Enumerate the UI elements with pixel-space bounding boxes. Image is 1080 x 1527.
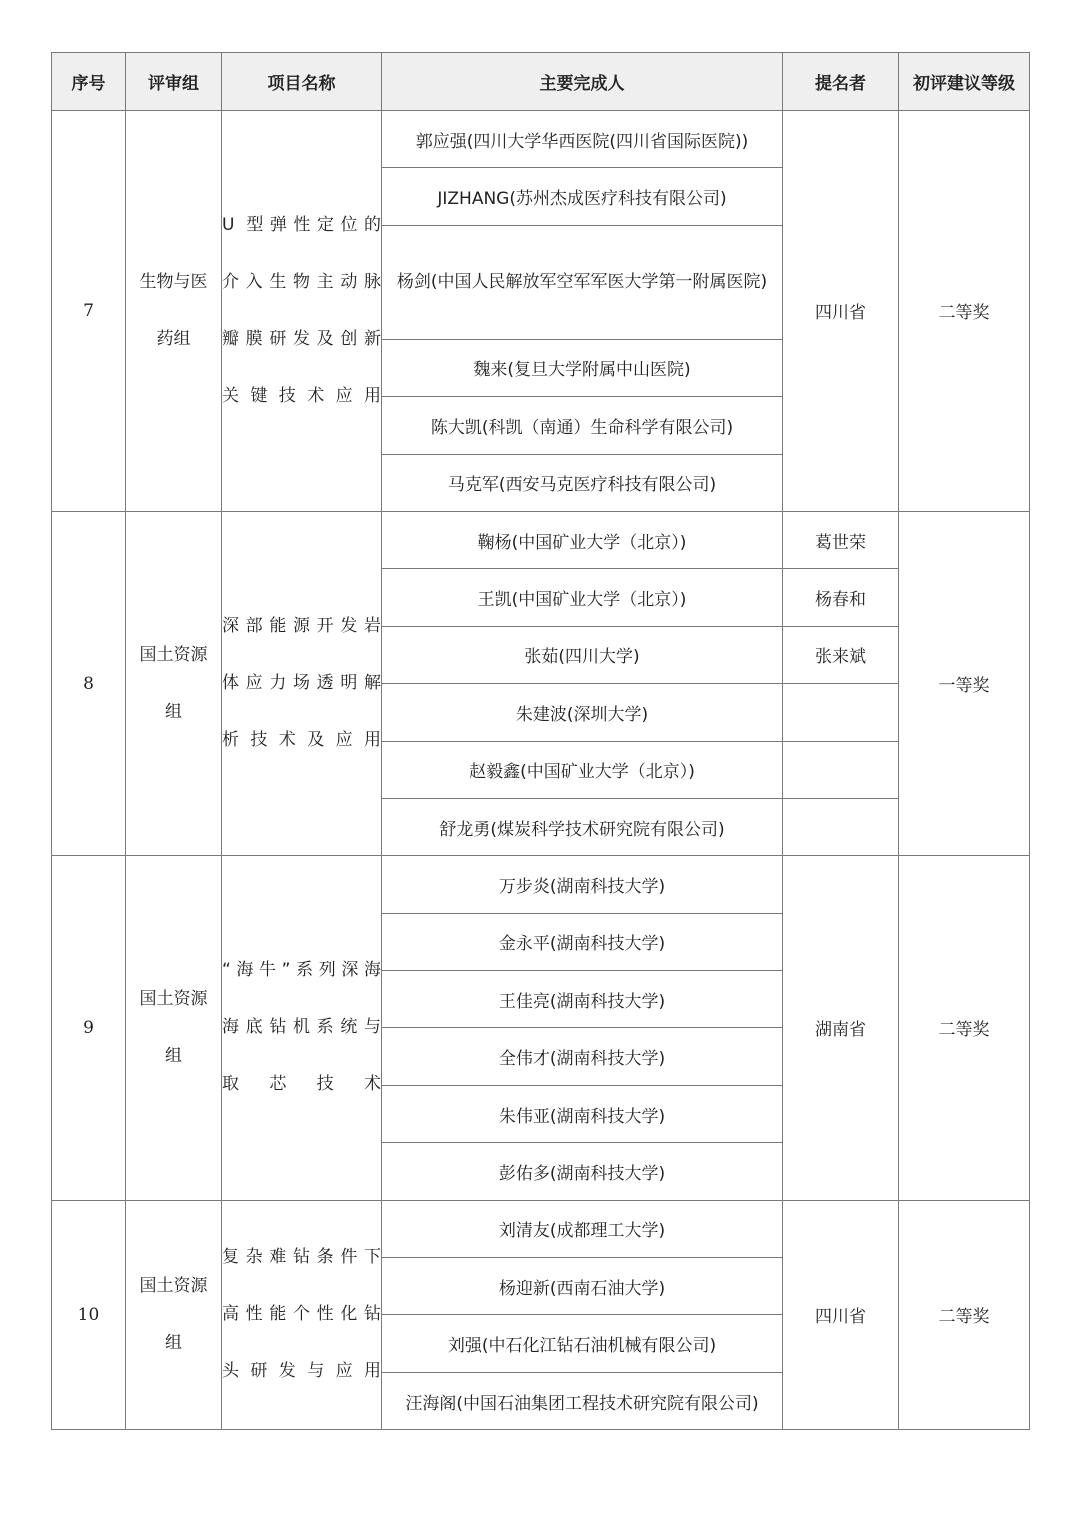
nominee-cell-empty bbox=[783, 741, 899, 798]
person-cell: 万步炎(湖南科技大学) bbox=[382, 856, 783, 913]
project-line: “海牛”系列深海 bbox=[222, 960, 381, 981]
seq-cell: 7 bbox=[52, 111, 126, 512]
person-cell: 张茹(四川大学) bbox=[382, 626, 783, 683]
project-line: 高性能个性化钻 bbox=[222, 1304, 381, 1325]
group-line: 组 bbox=[165, 1045, 182, 1066]
project-line: 介入生物主动脉 bbox=[222, 271, 381, 292]
level-cell: 二等奖 bbox=[899, 1200, 1030, 1430]
person-cell: 郭应强(四川大学华西医院(四川省国际医院)) bbox=[382, 111, 783, 168]
group-cell bbox=[126, 511, 222, 855]
project-cell bbox=[222, 111, 382, 512]
person-cell: 鞠杨(中国矿业大学（北京）) bbox=[382, 511, 783, 568]
project-line: 瓣膜研发及创新 bbox=[222, 328, 381, 349]
person-cell: JIZHANG(苏州杰成医疗科技有限公司) bbox=[382, 168, 783, 225]
header-group: 评审组 bbox=[126, 53, 222, 111]
person-cell: 赵毅鑫(中国矿业大学（北京）) bbox=[382, 741, 783, 798]
header-nominee: 提名者 bbox=[783, 53, 899, 111]
awards-table bbox=[51, 52, 1030, 1430]
nominee-cell-empty bbox=[783, 798, 899, 855]
level-cell: 二等奖 bbox=[899, 856, 1030, 1200]
person-cell: 刘清友(成都理工大学) bbox=[382, 1200, 783, 1257]
header-level: 初评建议等级 bbox=[899, 53, 1030, 111]
nominee-cell: 杨春和 bbox=[783, 569, 899, 626]
nominee-cell: 四川省 bbox=[783, 111, 899, 512]
table-row bbox=[52, 856, 1030, 913]
person-cell: 汪海阁(中国石油集团工程技术研究院有限公司) bbox=[382, 1372, 783, 1429]
project-line: 体应力场透明解 bbox=[222, 673, 381, 694]
group-line: 国土资源 bbox=[139, 988, 208, 1009]
person-cell: 全伟才(湖南科技大学) bbox=[382, 1028, 783, 1085]
person-cell: 王佳亮(湖南科技大学) bbox=[382, 971, 783, 1028]
project-cell bbox=[222, 1200, 382, 1430]
nominee-cell: 张来斌 bbox=[783, 626, 899, 683]
header-project: 项目名称 bbox=[222, 53, 382, 111]
project-cell bbox=[222, 511, 382, 855]
seq-cell: 10 bbox=[52, 1200, 126, 1430]
group-line: 国土资源 bbox=[139, 1275, 208, 1296]
header-people: 主要完成人 bbox=[382, 53, 783, 111]
group-line: 生物与医 bbox=[139, 271, 208, 292]
nominee-cell: 葛世荣 bbox=[783, 511, 899, 568]
person-cell: 金永平(湖南科技大学) bbox=[382, 913, 783, 970]
person-cell: 刘强(中石化江钻石油机械有限公司) bbox=[382, 1315, 783, 1372]
person-cell: 杨剑(中国人民解放军空军军医大学第一附属医院) bbox=[382, 225, 783, 339]
project-line: 深部能源开发岩 bbox=[222, 616, 381, 637]
group-line: 药组 bbox=[156, 328, 191, 349]
person-cell: 舒龙勇(煤炭科学技术研究院有限公司) bbox=[382, 798, 783, 855]
project-cell bbox=[222, 856, 382, 1200]
group-line: 组 bbox=[165, 701, 182, 722]
person-cell: 陈大凯(科凯（南通）生命科学有限公司) bbox=[382, 397, 783, 454]
group-cell bbox=[126, 1200, 222, 1430]
table-row bbox=[52, 1200, 1030, 1257]
table-row bbox=[52, 111, 1030, 168]
table-row bbox=[52, 511, 1030, 568]
project-line: 复杂难钻条件下 bbox=[222, 1247, 381, 1268]
nominee-cell: 湖南省 bbox=[783, 856, 899, 1200]
nominee-cell: 四川省 bbox=[783, 1200, 899, 1430]
nominee-cell-empty bbox=[783, 684, 899, 741]
person-cell: 魏来(复旦大学附属中山医院) bbox=[382, 339, 783, 396]
project-line: 关键技术应用 bbox=[222, 385, 381, 406]
header-seq: 序号 bbox=[52, 53, 126, 111]
person-cell: 朱伟亚(湖南科技大学) bbox=[382, 1085, 783, 1142]
person-cell: 王凯(中国矿业大学（北京）) bbox=[382, 569, 783, 626]
person-cell: 杨迎新(西南石油大学) bbox=[382, 1258, 783, 1315]
person-cell: 马克军(西安马克医疗科技有限公司) bbox=[382, 454, 783, 511]
level-cell: 二等奖 bbox=[899, 111, 1030, 512]
group-cell bbox=[126, 856, 222, 1200]
project-line: 析技术及应用 bbox=[222, 730, 381, 751]
project-line: U 型弹性定位的 bbox=[222, 214, 381, 235]
level-cell: 一等奖 bbox=[899, 511, 1030, 855]
group-line: 国土资源 bbox=[139, 644, 208, 665]
person-cell: 朱建波(深圳大学) bbox=[382, 684, 783, 741]
project-line: 海底钻机系统与 bbox=[222, 1017, 381, 1038]
group-line: 组 bbox=[165, 1332, 182, 1353]
person-cell: 彭佑多(湖南科技大学) bbox=[382, 1143, 783, 1200]
project-line: 头研发与应用 bbox=[222, 1361, 381, 1382]
header-row bbox=[52, 53, 1030, 111]
project-line: 取芯技术 bbox=[222, 1074, 381, 1095]
seq-cell: 9 bbox=[52, 856, 126, 1200]
group-cell bbox=[126, 111, 222, 512]
seq-cell: 8 bbox=[52, 511, 126, 855]
